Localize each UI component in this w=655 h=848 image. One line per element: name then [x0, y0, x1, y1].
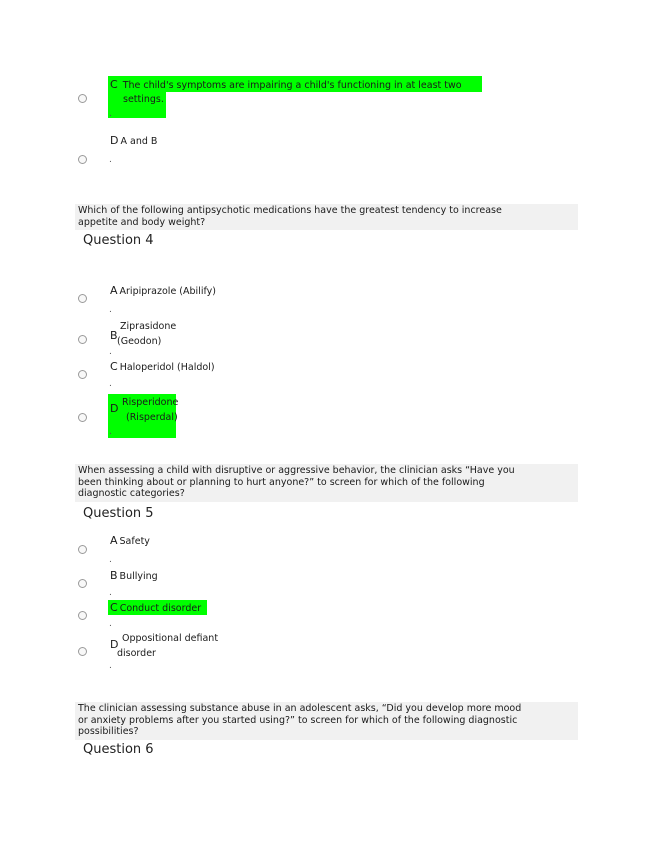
- option-letter: B: [110, 569, 118, 582]
- option-q4-a[interactable]: [110, 284, 216, 299]
- option-q5-c[interactable]: [110, 601, 201, 616]
- question-line: When assessing a child with disruptive or aggressive behavior, the clinician asks “Have you: [78, 465, 515, 476]
- question-line: been thinking about or planning to hurt anyone?” to screen for which of the following: [78, 476, 485, 488]
- option-text: Bullying: [119, 571, 158, 582]
- radio-q4-d[interactable]: [78, 413, 87, 422]
- option-dot: .: [109, 379, 112, 389]
- option-dot: .: [109, 155, 112, 165]
- question-line: or anxiety problems after you started using?” to screen for which of the following diagnostic: [78, 714, 518, 726]
- option-dot: .: [109, 619, 112, 629]
- question-line: diagnostic categories?: [78, 488, 185, 500]
- option-text-line2: disorder: [117, 648, 156, 659]
- radio-q3-d[interactable]: [78, 155, 87, 164]
- option-q3-d[interactable]: [110, 134, 157, 149]
- option-q3-c[interactable]: [110, 78, 462, 93]
- radio-q4-b[interactable]: [78, 335, 87, 344]
- option-dot: .: [109, 109, 112, 119]
- option-text: Oppositional defiant: [122, 633, 219, 644]
- option-dot: .: [109, 347, 112, 357]
- option-text: Aripiprazole (Abilify): [119, 286, 216, 297]
- option-q5-a[interactable]: [110, 534, 150, 549]
- question-text: [75, 204, 578, 230]
- option-text: Safety: [119, 536, 150, 547]
- option-dot: .: [109, 305, 112, 315]
- option-text: Conduct disorder: [119, 603, 202, 614]
- radio-q5-c[interactable]: [78, 611, 87, 620]
- option-text: Haloperidol (Haldol): [119, 362, 215, 373]
- radio-q4-a[interactable]: [78, 294, 87, 303]
- option-q4-d[interactable]: [110, 402, 120, 417]
- option-letter: C: [110, 601, 118, 614]
- option-text: Risperidone: [122, 397, 179, 408]
- radio-q5-b[interactable]: [78, 579, 87, 588]
- option-text: Ziprasidone: [120, 321, 177, 332]
- option-q5-b[interactable]: [110, 569, 158, 584]
- option-text: The child's symptoms are impairing a child's functioning in at least two: [122, 80, 462, 91]
- option-dot: .: [109, 661, 112, 671]
- radio-q5-d[interactable]: [78, 647, 87, 656]
- option-letter: B: [110, 329, 118, 342]
- option-letter: D: [110, 134, 119, 147]
- option-letter: A: [110, 534, 118, 547]
- option-letter: A: [110, 284, 118, 297]
- option-dot: .: [109, 588, 112, 598]
- question-heading: Question 4: [83, 233, 154, 248]
- question-heading: Question 6: [83, 742, 154, 757]
- question-line: Which of the following antipsychotic medications have the greatest tendency to increase: [78, 205, 502, 216]
- question-line: appetite and body weight?: [78, 216, 206, 228]
- option-letter: C: [110, 78, 118, 91]
- option-dot: .: [109, 427, 112, 437]
- radio-q3-c[interactable]: [78, 94, 87, 103]
- option-text-line2: (Geodon): [117, 336, 162, 347]
- radio-q5-a[interactable]: [78, 545, 87, 554]
- option-letter: D: [110, 402, 119, 415]
- option-letter: C: [110, 360, 118, 373]
- option-q4-c[interactable]: [110, 360, 215, 375]
- option-text: A and B: [120, 136, 158, 147]
- option-letter: D: [110, 638, 119, 651]
- option-text-line2: settings.: [123, 94, 164, 105]
- question-text: [75, 464, 578, 502]
- option-dot: .: [109, 555, 112, 565]
- question-line: possibilities?: [78, 726, 139, 738]
- radio-q4-c[interactable]: [78, 370, 87, 379]
- question-heading: Question 5: [83, 506, 154, 521]
- question-line: The clinician assessing substance abuse in an adolescent asks, “Did you develop more mood: [78, 703, 522, 714]
- option-text-line2: (Risperdal): [126, 412, 178, 423]
- question-text: [75, 702, 578, 740]
